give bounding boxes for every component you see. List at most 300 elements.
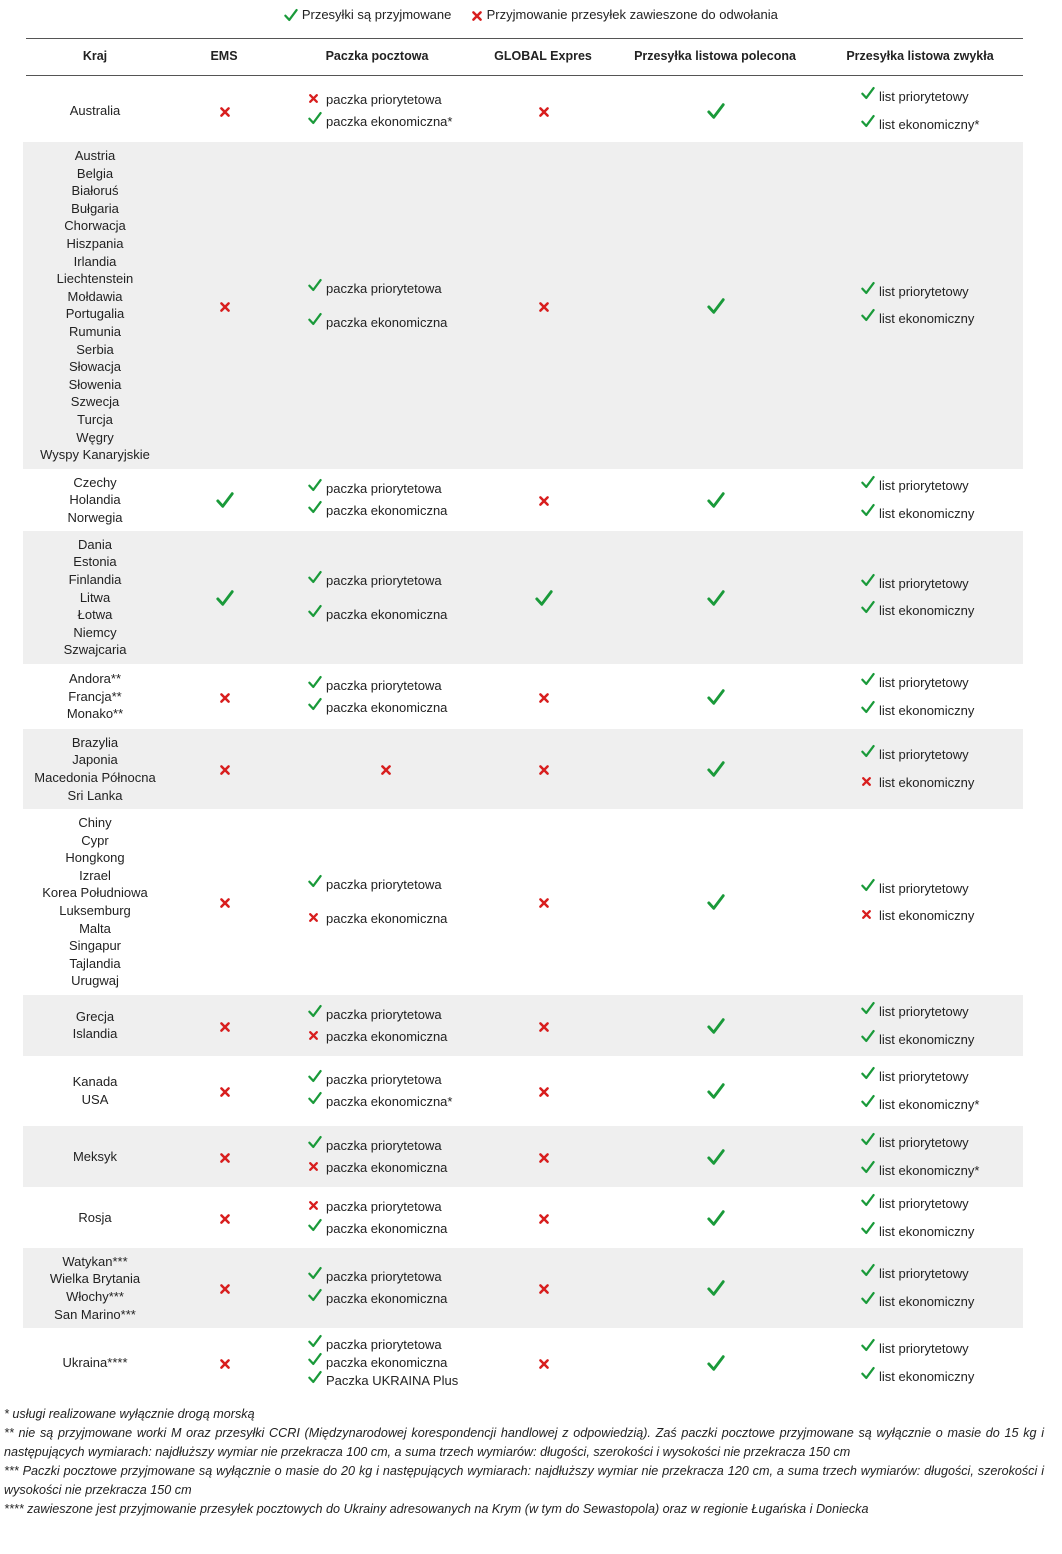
country-list <box>78 1209 111 1227</box>
check-icon <box>861 86 875 100</box>
parcel-option <box>308 573 488 589</box>
table-row <box>23 531 1023 664</box>
parcel-option-label: paczka ekonomiczna <box>326 1355 448 1370</box>
country-name: Dania <box>78 536 112 552</box>
check-icon <box>861 308 875 322</box>
check-icon <box>861 1338 875 1352</box>
check-icon <box>861 503 875 517</box>
check-icon <box>861 1291 875 1305</box>
country-list <box>42 814 148 990</box>
footnote-2: ** nie są przyjmowane worki M oraz przesyłki CCRI (Międzynarodowej korespondencji handlowej z odpowiedzią). Zaś paczki pocztowe przyjmowane są wyłącznie o masie do 15 kg i następujących wymiarach: najdłuższy wymiar nie przekracza 100 cm, a suma trzech wymiarów: długości, szerokości i wysokości nie przekracza 150 cm <box>4 1426 1044 1459</box>
cross-icon <box>308 93 319 104</box>
check-icon <box>308 1069 322 1083</box>
country-name: Serbia <box>76 341 114 357</box>
country-name: Norwegia <box>67 509 123 525</box>
parcel-option <box>308 1291 488 1307</box>
parcel-option-label: paczka priorytetowa <box>326 1072 442 1087</box>
letter-option-label: list ekonomiczny <box>879 603 975 618</box>
letter-option <box>861 576 1041 592</box>
check-icon <box>308 570 322 584</box>
cross-icon <box>219 1283 231 1295</box>
check-icon <box>861 1094 875 1108</box>
country-name: Holandia <box>69 492 121 508</box>
global-expres-status-cross-icon <box>538 1020 550 1038</box>
letter-option <box>861 1097 1041 1113</box>
parcel-option-label: paczka priorytetowa <box>326 1337 442 1352</box>
parcel-option-label: paczka ekonomiczna <box>326 606 448 622</box>
country-name: Australia <box>69 103 121 119</box>
ems-status-cross-icon <box>219 896 231 914</box>
letter-option <box>861 1196 1041 1212</box>
parcel-option <box>308 1094 488 1110</box>
cross-icon <box>538 301 550 313</box>
registered-letter-status-check-icon <box>707 688 725 711</box>
letter-option <box>861 1163 1041 1179</box>
country-name: Japonia <box>72 752 118 768</box>
letter-option <box>861 311 1041 327</box>
country-name: Słowacja <box>68 359 122 375</box>
check-icon <box>308 312 322 326</box>
parcel-option <box>308 315 488 331</box>
table-row <box>23 1187 1023 1248</box>
country-name: Chiny <box>78 815 112 830</box>
check-icon <box>308 478 322 492</box>
check-icon <box>308 1135 322 1149</box>
parcel-option <box>308 481 488 497</box>
letter-option <box>861 1135 1041 1151</box>
ems-status-check-icon <box>216 589 234 612</box>
cross-icon <box>538 1021 550 1033</box>
letter-option <box>861 675 1041 691</box>
registered-letter-status-check-icon <box>707 1148 725 1171</box>
cross-icon <box>219 1021 231 1033</box>
letter-option <box>861 506 1041 522</box>
parcel-option <box>308 503 488 519</box>
country-name: Izrael <box>79 867 111 883</box>
parcel-option-label: paczka ekonomiczna <box>326 1028 448 1044</box>
country-name: Urugwaj <box>71 973 119 989</box>
country-list <box>34 734 155 804</box>
country-name: Włochy*** <box>66 1288 124 1304</box>
parcel-option-label: paczka priorytetowa <box>326 92 442 107</box>
global-expres-status-cross-icon <box>538 1282 550 1300</box>
check-icon <box>861 672 875 686</box>
country-name: Singapur <box>68 938 122 954</box>
parcel-option <box>308 1072 488 1088</box>
parcel-option <box>308 911 488 927</box>
cross-icon <box>308 1200 319 1211</box>
letter-option-label: list priorytetowy <box>879 89 969 104</box>
country-name: Turcja <box>77 412 113 427</box>
letter-option <box>861 747 1041 763</box>
legend-suspended-label: Przyjmowanie przesyłek zawieszone do odwołania <box>486 7 778 23</box>
check-icon <box>308 1091 322 1105</box>
legend-suspended <box>471 7 778 22</box>
ems-status-cross-icon <box>219 1212 231 1230</box>
cross-icon <box>538 1283 550 1295</box>
letter-option-label: list priorytetowy <box>879 880 969 896</box>
check-icon <box>707 102 725 120</box>
check-icon <box>707 1017 725 1035</box>
check-icon <box>861 281 875 295</box>
check-icon <box>707 1354 725 1372</box>
parcel-option-label: paczka ekonomiczna* <box>326 1094 453 1109</box>
cross-icon <box>219 301 231 313</box>
parcel-option-label: paczka priorytetowa <box>326 1006 442 1022</box>
global-expres-status-cross-icon <box>538 896 550 914</box>
cross-icon <box>538 897 550 909</box>
check-icon <box>861 1001 875 1015</box>
country-list <box>62 1354 127 1372</box>
parcel-status-cross-icon <box>380 763 392 781</box>
check-icon <box>308 604 322 618</box>
country-name: Belgia <box>76 165 114 181</box>
table-row <box>23 142 1023 469</box>
country-name: Finlandia <box>68 572 122 588</box>
letter-option <box>861 1266 1041 1282</box>
parcel-option <box>308 678 488 694</box>
cross-icon <box>538 1152 550 1164</box>
letter-option <box>861 1032 1041 1048</box>
country-name: Węgry <box>76 429 114 445</box>
ems-status-cross-icon <box>219 1282 231 1300</box>
global-expres-status-cross-icon <box>538 1357 550 1375</box>
parcel-option-label: paczka ekonomiczna <box>326 1220 448 1236</box>
country-list <box>68 474 123 527</box>
letter-option <box>861 117 1041 133</box>
column-header-global-expres: GLOBAL Expres <box>494 49 592 63</box>
letter-option-label: list priorytetowy <box>879 1069 969 1084</box>
column-header-country: Kraj <box>82 49 108 63</box>
letter-option-label: list ekonomiczny <box>879 702 975 718</box>
cross-icon <box>538 1086 550 1098</box>
parcel-option <box>308 1269 488 1285</box>
country-name: Słowenia <box>68 376 122 392</box>
cross-icon <box>538 495 550 507</box>
letter-option-label: list ekonomiczny <box>879 775 975 790</box>
check-icon <box>707 297 725 315</box>
country-name: Macedonia Północna <box>34 769 156 785</box>
legend-accepted <box>284 7 451 23</box>
letter-option <box>861 881 1041 897</box>
letter-option-label: list priorytetowy <box>879 576 969 591</box>
global-expres-status-cross-icon <box>538 691 550 709</box>
column-header-regular-letter: Przesyłka listowa zwykła <box>846 49 994 63</box>
country-list <box>67 670 123 723</box>
check-icon <box>308 1004 322 1018</box>
check-icon <box>284 8 298 22</box>
letter-option-label: list priorytetowy <box>879 1195 969 1211</box>
check-icon <box>216 589 234 607</box>
registered-letter-status-check-icon <box>707 297 725 320</box>
check-icon <box>707 760 725 778</box>
country-list <box>50 1253 140 1323</box>
cross-icon <box>861 776 872 787</box>
ems-status-cross-icon <box>219 691 231 709</box>
letter-option-label: list priorytetowy <box>879 1266 969 1281</box>
letter-option-label: list ekonomiczny <box>879 1031 975 1047</box>
letter-option <box>861 89 1041 105</box>
footnote-1: * usługi realizowane wyłącznie drogą morską <box>4 1407 255 1421</box>
check-icon <box>308 1352 322 1366</box>
country-list <box>40 147 150 464</box>
global-expres-status-cross-icon <box>538 763 550 781</box>
letter-option-label: list ekonomiczny* <box>879 1097 980 1112</box>
country-name: Grecja <box>75 1008 115 1024</box>
check-icon <box>308 278 322 292</box>
letter-option-label: list ekonomiczny* <box>879 1162 980 1178</box>
check-icon <box>308 500 322 514</box>
registered-letter-status-check-icon <box>707 893 725 916</box>
ems-status-cross-icon <box>219 1020 231 1038</box>
parcel-option-label: Paczka UKRAINA Plus <box>326 1373 459 1388</box>
table-row <box>23 1056 1023 1126</box>
country-name: Korea Południowa <box>42 885 148 901</box>
country-list <box>73 1073 118 1108</box>
parcel-option <box>308 114 488 130</box>
country-name: Szwajcaria <box>63 642 127 658</box>
parcel-option-label: paczka ekonomiczna <box>326 911 448 926</box>
ems-status-cross-icon <box>219 763 231 781</box>
registered-letter-status-check-icon <box>707 760 725 783</box>
country-name: Estonia <box>73 554 117 570</box>
country-name: Wielka Brytania <box>49 1271 141 1287</box>
parcel-option <box>308 1373 488 1389</box>
letter-option-label: list priorytetowy <box>879 1341 969 1356</box>
country-name: Litwa <box>79 589 111 605</box>
letter-option <box>861 775 1041 791</box>
country-name: Luksemburg <box>59 902 131 918</box>
check-icon <box>861 1029 875 1043</box>
parcel-option-label: paczka ekonomiczna <box>326 1159 448 1175</box>
country-name: Hiszpania <box>66 236 124 252</box>
country-name: Cypr <box>81 832 109 848</box>
letter-option-label: list ekonomiczny <box>879 506 975 521</box>
cross-icon <box>308 1030 319 1041</box>
ems-status-cross-icon <box>219 1151 231 1169</box>
registered-letter-status-check-icon <box>707 1354 725 1377</box>
parcel-option-label: paczka priorytetowa <box>326 572 442 588</box>
check-icon <box>308 697 322 711</box>
letter-option <box>861 703 1041 719</box>
letter-option <box>861 603 1041 619</box>
cross-icon <box>538 106 550 118</box>
parcel-option-label: paczka priorytetowa <box>326 481 442 496</box>
check-icon <box>861 1366 875 1380</box>
parcel-option <box>308 1138 488 1154</box>
country-name: Hongkong <box>65 850 125 866</box>
column-header-registered-letter: Przesyłka listowa polecona <box>634 49 796 63</box>
country-name: Portugalia <box>65 306 125 322</box>
legend <box>0 6 1062 22</box>
check-icon <box>308 675 322 689</box>
parcel-option-label: paczka priorytetowa <box>326 1269 442 1284</box>
country-name: Austria <box>74 148 116 164</box>
footnote-4: **** zawieszone jest przyjmowanie przesyłek pocztowych do Ukrainy adresowanych na Krym (w tym do Sewastopola) oraz w regionie Ługańska i Doniecka <box>4 1502 869 1516</box>
letter-option-label: list priorytetowy <box>879 674 969 690</box>
footnotes <box>4 1405 1044 1519</box>
registered-letter-status-check-icon <box>707 1082 725 1105</box>
cross-icon <box>219 897 231 909</box>
table-row <box>23 809 1023 995</box>
cross-icon <box>219 1086 231 1098</box>
table-row <box>23 1126 1023 1187</box>
country-name: Niemcy <box>73 624 117 640</box>
check-icon <box>861 1066 875 1080</box>
check-icon <box>308 1288 322 1302</box>
country-name: San Marino*** <box>54 1306 136 1322</box>
global-expres-status-cross-icon <box>538 1212 550 1230</box>
parcel-option <box>308 877 488 893</box>
country-name: Islandia <box>72 1026 118 1042</box>
letter-option-label: list ekonomiczny <box>879 311 975 326</box>
global-expres-status-cross-icon <box>538 105 550 123</box>
check-icon <box>308 111 322 125</box>
table-row <box>23 469 1023 531</box>
global-expres-status-cross-icon <box>538 1151 550 1169</box>
country-name: Białoruś <box>71 183 119 199</box>
check-icon <box>861 744 875 758</box>
country-name: Sri Lanka <box>67 787 123 803</box>
parcel-option-label: paczka priorytetowa <box>326 877 442 892</box>
registered-letter-status-check-icon <box>707 102 725 125</box>
country-name: Irlandia <box>73 253 117 269</box>
letter-option-label: list ekonomiczny <box>879 1223 975 1239</box>
cross-icon <box>538 692 550 704</box>
country-name: Czechy <box>73 474 117 490</box>
table-row <box>23 995 1023 1056</box>
letter-option <box>861 1369 1041 1385</box>
parcel-option <box>308 1221 488 1237</box>
check-icon <box>861 600 875 614</box>
ems-status-cross-icon <box>219 1357 231 1375</box>
cross-icon <box>219 106 231 118</box>
ems-status-cross-icon <box>219 1085 231 1103</box>
country-name: Watykan*** <box>62 1253 128 1269</box>
parcel-option <box>308 700 488 716</box>
check-icon <box>535 589 553 607</box>
check-icon <box>861 573 875 587</box>
parcel-option <box>308 1007 488 1023</box>
country-name: Szwecja <box>70 394 120 410</box>
global-expres-status-cross-icon <box>538 300 550 318</box>
table-row <box>23 729 1023 809</box>
parcel-option-label: paczka ekonomiczna <box>326 314 448 330</box>
check-icon <box>861 1193 875 1207</box>
global-expres-status-cross-icon <box>538 1085 550 1103</box>
country-list <box>73 1008 118 1043</box>
letter-option-label: list priorytetowy <box>879 1003 969 1019</box>
cross-icon <box>308 1161 319 1172</box>
parcel-option <box>308 1355 488 1371</box>
country-name: Brazylia <box>71 734 119 750</box>
global-expres-status-check-icon <box>535 589 553 612</box>
country-name: Francja** <box>68 688 122 704</box>
header-bottom-rule <box>26 75 1023 76</box>
country-name: Mołdawia <box>67 288 123 304</box>
letter-option-label: list ekonomiczny <box>879 907 975 923</box>
country-name: Ukraina**** <box>62 1355 128 1371</box>
cross-icon <box>538 1358 550 1370</box>
cross-icon <box>219 1213 231 1225</box>
country-name: Andora** <box>68 671 122 687</box>
letter-option-label: list priorytetowy <box>879 284 969 299</box>
cross-icon <box>219 1358 231 1370</box>
ems-status-check-icon <box>216 491 234 514</box>
country-list <box>73 1148 117 1166</box>
check-icon <box>861 700 875 714</box>
parcel-option <box>308 92 488 108</box>
registered-letter-status-check-icon <box>707 1209 725 1232</box>
column-header-ems: EMS <box>210 49 238 63</box>
parcel-option-label: paczka ekonomiczna <box>326 503 448 518</box>
registered-letter-status-check-icon <box>707 491 725 514</box>
parcel-option <box>308 1337 488 1353</box>
registered-letter-status-check-icon <box>707 1017 725 1040</box>
parcel-option <box>308 1160 488 1176</box>
table-header <box>26 38 1023 75</box>
parcel-option-label: paczka priorytetowa <box>326 280 442 296</box>
country-name: Bułgaria <box>71 200 119 216</box>
parcel-option-label: paczka ekonomiczna <box>326 1291 448 1306</box>
footnote-3: *** Paczki pocztowe przyjmowane są wyłącznie o masie do 20 kg i następujących wymiarach: najdłuższy wymiar nie przekracza 120 cm, a suma trzech wymiarów: długości, szerokości i wysokości nie przekracza 150 cm <box>4 1464 1044 1497</box>
cross-icon <box>380 764 392 776</box>
country-name: Meksyk <box>72 1148 118 1164</box>
check-icon <box>707 1279 725 1297</box>
check-icon <box>861 1221 875 1235</box>
check-icon <box>707 589 725 607</box>
country-name: USA <box>81 1091 109 1107</box>
letter-option-label: list priorytetowy <box>879 478 969 493</box>
check-icon <box>216 491 234 509</box>
check-icon <box>861 114 875 128</box>
check-icon <box>861 1160 875 1174</box>
table-row <box>23 1328 1023 1398</box>
check-icon <box>707 1148 725 1166</box>
column-header-parcel: Paczka pocztowa <box>325 49 429 63</box>
check-icon <box>308 1334 322 1348</box>
check-icon <box>308 874 322 888</box>
parcel-option-label: paczka priorytetowa <box>326 677 442 693</box>
check-icon <box>707 491 725 509</box>
table-row <box>23 664 1023 729</box>
registered-letter-status-check-icon <box>707 589 725 612</box>
country-name: Liechtenstein <box>56 271 134 287</box>
parcel-option-label: paczka ekonomiczna <box>326 699 448 715</box>
check-icon <box>861 475 875 489</box>
check-icon <box>308 1266 322 1280</box>
letter-option <box>861 908 1041 924</box>
letter-option-label: list ekonomiczny <box>879 1294 975 1309</box>
country-name: Kanada <box>72 1074 118 1090</box>
letter-option-label: list priorytetowy <box>879 747 969 762</box>
letter-option <box>861 284 1041 300</box>
parcel-option-label: paczka ekonomiczna* <box>326 114 453 129</box>
country-name: Wyspy Kanaryjskie <box>40 447 150 463</box>
check-icon <box>707 893 725 911</box>
check-icon <box>308 1218 322 1232</box>
country-name: Łotwa <box>77 607 113 623</box>
letter-option <box>861 1004 1041 1020</box>
check-icon <box>308 1370 322 1384</box>
letter-option <box>861 1294 1041 1310</box>
letter-option <box>861 1341 1041 1357</box>
registered-letter-status-check-icon <box>707 1279 725 1302</box>
country-list <box>70 102 121 120</box>
cross-icon <box>861 909 872 920</box>
check-icon <box>707 1082 725 1100</box>
legend-accepted-label: Przesyłki są przyjmowane <box>301 6 452 22</box>
